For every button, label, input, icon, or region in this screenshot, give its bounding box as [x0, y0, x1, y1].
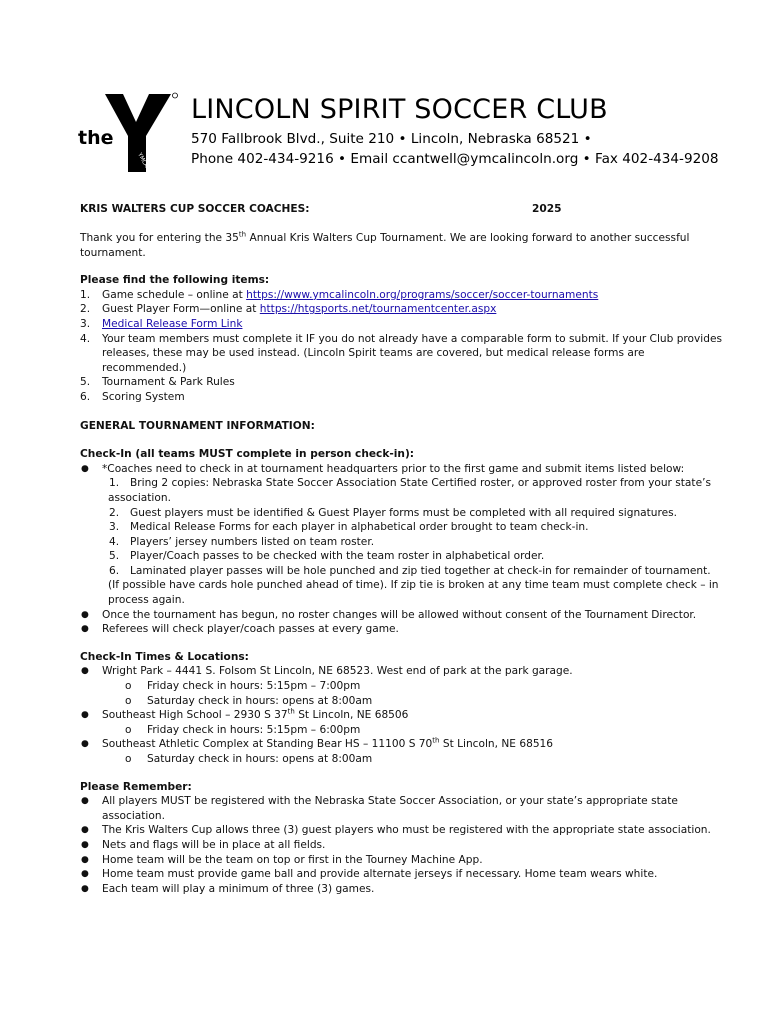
bullet-icon: ●	[81, 839, 89, 850]
bullet-icon: ●	[81, 609, 89, 620]
bullet-icon: ●	[81, 624, 89, 635]
list-item: 2. Guest players must be identified & Guest Player forms must be completed with all required signatures.	[109, 506, 678, 519]
list-item: ● The Kris Walters Cup allows three (3) guest players who must be registered with the appropriate state association.	[81, 824, 711, 837]
bullet-icon: ●	[81, 854, 89, 865]
list-subitem: o Friday check in hours: 5:15pm – 6:00pm	[125, 723, 361, 736]
intro-paragraph-line2: tournament.	[80, 246, 146, 259]
circle-bullet-icon: o	[125, 753, 132, 765]
remember-title: Please Remember:	[80, 780, 192, 793]
medical-release-form-link[interactable]: Medical Release Form Link	[102, 317, 243, 330]
intro-paragraph: Thank you for entering the 35th Annual Kris Walters Cup Tournament. We are looking forward to another successful	[80, 230, 690, 244]
checkin-times-title: Check-In Times & Locations:	[80, 650, 249, 663]
list-item: 2. Guest Player Form—online at https://htgsports.net/tournamentcenter.aspx	[80, 303, 497, 316]
list-item: 5. Tournament & Park Rules	[80, 376, 235, 389]
circle-bullet-icon: o	[125, 680, 132, 693]
bullet-icon: ●	[81, 883, 89, 894]
checkin-title: Check-In (all teams MUST complete in person check-in):	[80, 448, 415, 461]
logo-the-text: the	[78, 127, 114, 149]
list-item-continuation: association.	[108, 491, 171, 504]
logo-small-text: YMCA	[136, 152, 149, 169]
list-item: ● Southeast High School – 2930 S 37th St Lincoln, NE 68506	[81, 707, 409, 722]
checkin-sublist	[80, 476, 730, 607]
list-subitem: o Saturday check in hours: opens at 8:00am	[125, 753, 373, 765]
list-item: ● Home team must provide game ball and provide alternate jerseys if necessary. Home team wears white.	[81, 868, 658, 881]
items-list	[80, 288, 730, 405]
list-item-continuation: (If possible have cards hole punched ahead of time). If zip tie is broken at any time team must complete check – in	[108, 579, 719, 592]
bullet-icon: ●	[81, 710, 89, 721]
list-subitem: o Friday check in hours: 5:15pm – 7:00pm	[125, 680, 361, 693]
list-item: ● Southeast Athletic Complex at Standing Bear HS – 11100 S 70th St Lincoln, NE 68516	[81, 736, 554, 751]
list-item: ● Wright Park – 4441 S. Folsom St Lincoln, NE 68523. West end of park at the park garage.	[81, 665, 573, 678]
list-item: ● All players MUST be registered with the Nebraska State Soccer Association, or your state’s appropriate state association.	[81, 795, 678, 822]
general-info-title: GENERAL TOURNAMENT INFORMATION:	[80, 419, 315, 432]
bullet-icon: ●	[81, 869, 89, 880]
list-item: ● Nets and flags will be in place at all fields.	[81, 838, 326, 851]
list-item: 4. Players’ jersey numbers listed on team roster.	[109, 535, 375, 548]
list-item: 1. Game schedule – online at https://www.ymcalincoln.org/programs/soccer/soccer-tournaments	[80, 288, 599, 301]
registered-mark-icon	[173, 93, 178, 98]
heading-year: 2025	[532, 203, 562, 215]
items-section-title: Please find the following items:	[80, 274, 270, 287]
bullet-icon: ●	[81, 463, 89, 474]
circle-bullet-icon: o	[125, 694, 132, 707]
letter-heading	[80, 202, 730, 217]
y-mark-icon	[105, 94, 171, 172]
list-item: 4. Your team members must complete it IF you do not already have a comparable form to submit. If your Club provides releases, these may be used instead. (Lincoln Spirit teams are covered, but medical release forms are recommended.)	[80, 332, 722, 374]
list-item: 3. Medical Release Forms for each player in alphabetical order brought to team check-in.	[109, 521, 589, 534]
guest-player-form-link[interactable]: https://htgsports.net/tournamentcenter.aspx	[259, 303, 497, 316]
list-item: ● *Coaches need to check in at tournament headquarters prior to the first game and submit items listed below:	[81, 462, 685, 475]
bullet-icon: ●	[81, 825, 89, 836]
schedule-link[interactable]: https://www.ymcalincoln.org/programs/soccer/soccer-tournaments	[246, 288, 599, 301]
letter-body	[80, 202, 730, 896]
club-title: LINCOLN SPIRIT SOCCER CLUB	[191, 94, 608, 125]
bullet-icon: ●	[81, 796, 89, 807]
circle-bullet-icon: o	[125, 723, 132, 736]
list-item: 6. Scoring System	[80, 390, 185, 403]
club-address: 570 Fallbrook Blvd., Suite 210 • Lincoln, Nebraska 68521 •	[191, 131, 592, 147]
club-contact: Phone 402-434-9216 • Email ccantwell@ymcalincoln.org • Fax 402-434-9208	[191, 151, 719, 167]
bullet-icon: ●	[81, 666, 89, 677]
list-item: 5. Player/Coach passes to be checked with the team roster in alphabetical order.	[109, 550, 545, 563]
list-item: 3. Medical Release Form Link	[80, 317, 243, 330]
heading-label: KRIS WALTERS CUP SOCCER COACHES:	[80, 203, 310, 215]
list-item: ● Once the tournament has begun, no roster changes will be allowed without consent of the Tournament Director.	[81, 608, 697, 621]
list-item: 6. Laminated player passes will be hole punched and zip tied together at check-in for remainder of tournament.	[109, 564, 711, 577]
ymca-logo	[78, 92, 184, 174]
list-item: 1. Bring 2 copies: Nebraska State Soccer Association State Certified roster, or approved roster from your state’s	[109, 477, 711, 490]
list-item: ● Referees will check player/coach passes at every game.	[81, 623, 399, 636]
list-subitem: o Saturday check in hours: opens at 8:00am	[125, 694, 373, 707]
bullet-icon: ●	[81, 739, 89, 750]
list-item: ● Each team will play a minimum of three (3) games.	[81, 882, 375, 895]
list-item: ● Home team will be the team on top or first in the Tourney Machine App.	[81, 853, 483, 866]
list-item-continuation: process again.	[108, 594, 185, 607]
